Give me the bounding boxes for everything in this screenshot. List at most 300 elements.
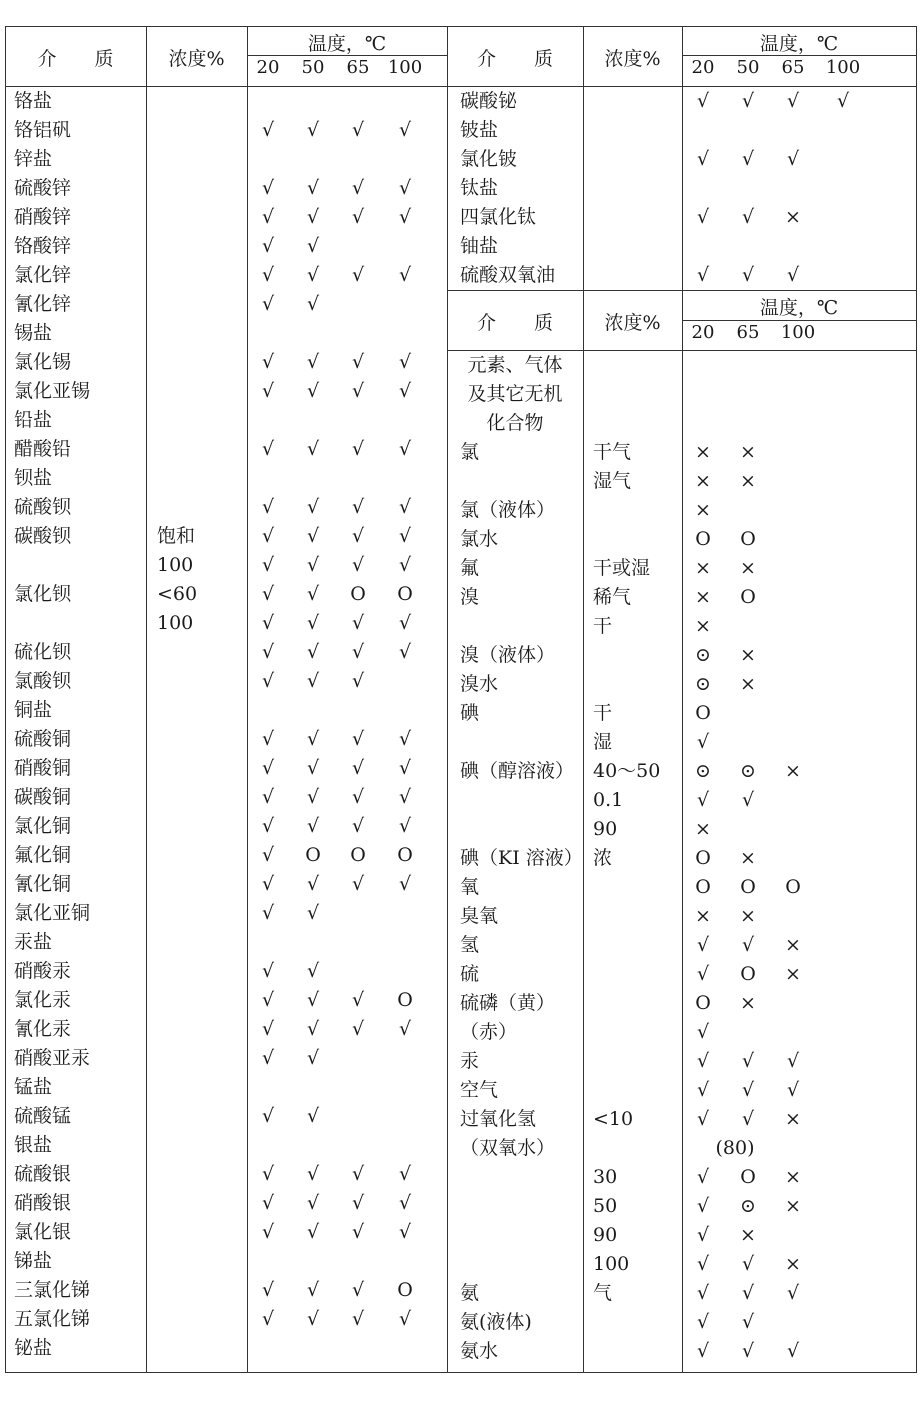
left-medium-6: 氯化锌 — [14, 264, 72, 286]
left-mark-16-3: √ — [398, 554, 412, 576]
left-medium-3: 硫酸锌 — [14, 177, 72, 199]
table-border-left — [5, 26, 6, 1373]
left-mark-14-0: √ — [261, 496, 275, 518]
rb-mark-17-1: × — [740, 847, 756, 869]
rb-mark-24-2: √ — [786, 1050, 800, 1072]
left-medium-31: 氯化汞 — [14, 989, 72, 1011]
left-conc-17: <60 — [157, 583, 198, 605]
rb-medium-1: 及其它无机 — [467, 383, 563, 405]
left-mark-42-1: √ — [306, 1308, 320, 1330]
left-mark-9-1: √ — [306, 351, 320, 373]
rb-mark-11-1: × — [740, 673, 756, 695]
left-mark-27-1: √ — [306, 873, 320, 895]
rb-medium-34: 氨水 — [460, 1340, 499, 1362]
rb-mark-28-1: O — [740, 1166, 756, 1188]
rb-mark-33-0: √ — [696, 1311, 710, 1333]
left-mark-19-1: √ — [306, 641, 320, 663]
left-medium-5: 铬酸锌 — [14, 235, 72, 257]
left-mark-7-1: √ — [306, 293, 320, 315]
rb-conc-12: 干 — [593, 702, 613, 724]
left-medium-1: 铬铝矾 — [14, 119, 72, 141]
left-mark-15-1: √ — [306, 525, 320, 547]
left-mark-18-3: √ — [398, 612, 412, 634]
left-mark-39-2: √ — [351, 1221, 365, 1243]
left-mark-32-0: √ — [261, 1018, 275, 1040]
rb-medium-20: 氢 — [460, 934, 480, 956]
divider-left-conc — [247, 26, 248, 1373]
rt-mark-2-2: √ — [786, 148, 800, 170]
left-mark-19-0: √ — [261, 641, 275, 663]
left-mark-10-1: √ — [306, 380, 320, 402]
rt-mark-2-0: √ — [696, 148, 710, 170]
rt-header-temp-0: 20 — [691, 57, 715, 78]
left-mark-19-2: √ — [351, 641, 365, 663]
rb-conc-13: 湿 — [593, 731, 613, 753]
left-mark-10-0: √ — [261, 380, 275, 402]
left-mark-25-3: √ — [398, 815, 412, 837]
rb-mark-22-1: × — [740, 992, 756, 1014]
left-mark-22-3: √ — [398, 728, 412, 750]
rb-mark-34-2: √ — [786, 1340, 800, 1362]
left-mark-38-1: √ — [306, 1192, 320, 1214]
left-mark-24-3: √ — [398, 786, 412, 808]
left-header-temp: 温度，℃ — [307, 33, 387, 55]
left-mark-14-2: √ — [351, 496, 365, 518]
rb-mark-30-1: × — [740, 1224, 756, 1246]
left-medium-32: 氰化汞 — [14, 1018, 72, 1040]
rt-header-temp: 温度，℃ — [759, 33, 839, 55]
rb-conc-14: 40～50 — [593, 760, 661, 782]
left-header-temp-2: 65 — [346, 57, 370, 78]
left-mark-19-3: √ — [398, 641, 412, 663]
rb-medium-24: 汞 — [460, 1050, 480, 1072]
left-mark-24-1: √ — [306, 786, 320, 808]
rb-mark-25-0: √ — [696, 1079, 710, 1101]
rb-mark-7-0: × — [695, 557, 711, 579]
left-mark-4-1: √ — [306, 206, 320, 228]
rb-conc-32: 气 — [593, 1282, 613, 1304]
left-medium-7: 氰化锌 — [14, 293, 72, 315]
rb-medium-12: 碘 — [460, 702, 480, 724]
rt-mark-4-2: × — [785, 206, 801, 228]
rb-mark-33-1: √ — [741, 1311, 755, 1333]
left-mark-7-0: √ — [261, 293, 275, 315]
left-mark-31-0: √ — [261, 989, 275, 1011]
rb-medium-23: （赤） — [460, 1021, 518, 1043]
rt-medium-1: 铍盐 — [460, 119, 499, 141]
left-medium-23: 硝酸铜 — [14, 757, 72, 779]
rt-header-temp-2: 65 — [781, 57, 805, 78]
rt-mark-2-1: √ — [741, 148, 755, 170]
rt-header-temp-3: 100 — [825, 57, 861, 78]
rt-medium-2: 氯化铍 — [460, 148, 518, 170]
left-mark-3-2: √ — [351, 177, 365, 199]
left-header-temp-3: 100 — [387, 57, 423, 78]
rb-mark-19-0: × — [695, 905, 711, 927]
left-medium-17: 氯化钡 — [14, 583, 72, 605]
left-mark-23-3: √ — [398, 757, 412, 779]
left-conc-18: 100 — [157, 612, 194, 634]
left-mark-20-1: √ — [306, 670, 320, 692]
rb-medium-6: 氯水 — [460, 528, 499, 550]
rb-mark-18-2: O — [785, 876, 801, 898]
left-mark-5-1: √ — [306, 235, 320, 257]
rt-medium-5: 铀盐 — [460, 235, 499, 257]
left-mark-42-2: √ — [351, 1308, 365, 1330]
left-medium-19: 硫化钡 — [14, 641, 72, 663]
left-medium-0: 铬盐 — [14, 90, 53, 112]
left-medium-26: 氟化铜 — [14, 844, 72, 866]
left-mark-1-3: √ — [398, 119, 412, 141]
left-mark-18-1: √ — [306, 612, 320, 634]
left-mark-15-0: √ — [261, 525, 275, 547]
rb-mark-3-0: × — [695, 441, 711, 463]
rb-mark-11-0: ⊙ — [695, 673, 711, 695]
left-medium-8: 锡盐 — [14, 322, 53, 344]
left-medium-37: 硫酸银 — [14, 1163, 72, 1185]
left-mark-1-2: √ — [351, 119, 365, 141]
rb-medium-14: 碘（醇溶液） — [460, 760, 575, 782]
left-mark-42-3: √ — [398, 1308, 412, 1330]
left-mark-27-3: √ — [398, 873, 412, 895]
rb-mark-19-1: × — [740, 905, 756, 927]
left-mark-42-0: √ — [261, 1308, 275, 1330]
rb-medium-10: 溴（液体） — [460, 644, 556, 666]
left-mark-10-2: √ — [351, 380, 365, 402]
rb-mark-9-0: × — [695, 615, 711, 637]
left-mark-22-2: √ — [351, 728, 365, 750]
rb-mark-21-2: × — [785, 963, 801, 985]
left-mark-26-2: O — [350, 844, 366, 866]
rb-mark-6-1: O — [740, 528, 756, 550]
left-mark-30-0: √ — [261, 960, 275, 982]
left-mark-33-1: √ — [306, 1047, 320, 1069]
left-mark-22-0: √ — [261, 728, 275, 750]
left-mark-27-2: √ — [351, 873, 365, 895]
rb-mark-32-0: √ — [696, 1282, 710, 1304]
left-header-temp-0: 20 — [256, 57, 280, 78]
left-mark-17-2: O — [350, 583, 366, 605]
rb-medium-32: 氨 — [460, 1282, 480, 1304]
left-mark-9-0: √ — [261, 351, 275, 373]
rb-mark-15-0: √ — [696, 789, 710, 811]
left-mark-38-0: √ — [261, 1192, 275, 1214]
left-mark-25-0: √ — [261, 815, 275, 837]
left-mark-16-2: √ — [351, 554, 365, 576]
left-medium-27: 氰化铜 — [14, 873, 72, 895]
rb-mark-34-0: √ — [696, 1340, 710, 1362]
rt-mark-6-0: √ — [696, 264, 710, 286]
left-mark-4-2: √ — [351, 206, 365, 228]
left-mark-20-0: √ — [261, 670, 275, 692]
rb-medium-33: 氨(液体) — [460, 1311, 532, 1333]
rb-mark-21-0: √ — [696, 963, 710, 985]
left-medium-24: 碳酸铜 — [14, 786, 72, 808]
rt-medium-6: 硫酸双氧油 — [460, 264, 556, 286]
left-mark-10-3: √ — [398, 380, 412, 402]
rb-conc-26: <10 — [593, 1108, 634, 1130]
rb-mark-18-0: O — [695, 876, 711, 898]
rb-header-temp: 温度，℃ — [759, 297, 839, 319]
rb-medium-21: 硫 — [460, 963, 480, 985]
rt-mark-0-2: √ — [786, 90, 800, 112]
left-medium-10: 氯化亚锡 — [14, 380, 91, 402]
left-medium-15: 碳酸钡 — [14, 525, 72, 547]
left-medium-42: 五氯化锑 — [14, 1308, 91, 1330]
left-medium-34: 锰盐 — [14, 1076, 53, 1098]
left-medium-11: 铅盐 — [14, 409, 53, 431]
rb-header-conc: 浓度% — [604, 312, 661, 334]
left-mark-12-1: √ — [306, 438, 320, 460]
rb-conc-9: 干 — [593, 615, 613, 637]
left-medium-25: 氯化铜 — [14, 815, 72, 837]
rt-mark-6-2: √ — [786, 264, 800, 286]
rb-mark-29-2: × — [785, 1195, 801, 1217]
rb-mark-25-2: √ — [786, 1079, 800, 1101]
left-mark-37-3: √ — [398, 1163, 412, 1185]
rb-header-medium: 介 质 — [476, 312, 553, 334]
left-mark-9-2: √ — [351, 351, 365, 373]
left-mark-26-0: √ — [261, 844, 275, 866]
left-medium-36: 银盐 — [14, 1134, 53, 1156]
rb-mark-8-0: × — [695, 586, 711, 608]
rb-medium-25: 空气 — [460, 1079, 499, 1101]
left-mark-35-0: √ — [261, 1105, 275, 1127]
left-header-bottom — [5, 86, 448, 87]
rb-conc-17: 浓 — [593, 847, 613, 869]
rb-mark-31-1: √ — [741, 1253, 755, 1275]
left-mark-14-1: √ — [306, 496, 320, 518]
rb-mark-15-1: √ — [741, 789, 755, 811]
left-mark-39-0: √ — [261, 1221, 275, 1243]
left-mark-23-2: √ — [351, 757, 365, 779]
divider-right-medium — [583, 26, 584, 1373]
rb-conc-30: 90 — [593, 1224, 618, 1246]
rb-header-temp-2: 100 — [780, 322, 816, 343]
left-mark-6-2: √ — [351, 264, 365, 286]
rt-mark-4-1: √ — [741, 206, 755, 228]
left-mark-1-0: √ — [261, 119, 275, 141]
rt-medium-3: 钛盐 — [460, 177, 499, 199]
rb-medium-3: 氯 — [460, 441, 480, 463]
table-border-top — [5, 26, 917, 27]
left-mark-18-2: √ — [351, 612, 365, 634]
left-mark-16-0: √ — [261, 554, 275, 576]
left-mark-12-0: √ — [261, 438, 275, 460]
left-medium-29: 汞盐 — [14, 931, 53, 953]
rb-mark-16-0: × — [695, 818, 711, 840]
left-medium-41: 三氯化锑 — [14, 1279, 91, 1301]
rt-mark-4-0: √ — [696, 206, 710, 228]
left-mark-27-0: √ — [261, 873, 275, 895]
left-mark-28-0: √ — [261, 902, 275, 924]
left-medium-38: 硝酸银 — [14, 1192, 72, 1214]
rt-header-medium: 介 质 — [476, 48, 553, 70]
rt-mark-0-3: √ — [836, 90, 850, 112]
left-mark-38-3: √ — [398, 1192, 412, 1214]
left-mark-26-1: O — [305, 844, 321, 866]
rb-conc-4: 湿气 — [593, 470, 632, 492]
left-mark-37-0: √ — [261, 1163, 275, 1185]
left-medium-20: 氯酸钡 — [14, 670, 72, 692]
left-medium-33: 硝酸亚汞 — [14, 1047, 91, 1069]
rt-header-temp-1: 50 — [736, 57, 760, 78]
left-mark-24-2: √ — [351, 786, 365, 808]
left-mark-22-1: √ — [306, 728, 320, 750]
rb-medium-17: 碘（KI 溶液） — [460, 847, 583, 869]
left-mark-1-1: √ — [306, 119, 320, 141]
left-medium-28: 氯化亚铜 — [14, 902, 91, 924]
right-bottom-temp-subheader-line — [682, 320, 917, 321]
rb-conc-3: 干气 — [593, 441, 632, 463]
left-mark-31-3: O — [397, 989, 413, 1011]
left-mark-23-0: √ — [261, 757, 275, 779]
rt-medium-4: 四氯化钛 — [460, 206, 537, 228]
left-mark-3-0: √ — [261, 177, 275, 199]
left-mark-37-1: √ — [306, 1163, 320, 1185]
left-mark-9-3: √ — [398, 351, 412, 373]
left-mark-32-2: √ — [351, 1018, 365, 1040]
rb-conc-28: 30 — [593, 1166, 618, 1188]
left-medium-39: 氯化银 — [14, 1221, 72, 1243]
left-medium-30: 硝酸汞 — [14, 960, 72, 982]
left-mark-26-3: O — [397, 844, 413, 866]
rb-mark-32-1: √ — [741, 1282, 755, 1304]
left-mark-4-0: √ — [261, 206, 275, 228]
left-medium-2: 锌盐 — [14, 148, 53, 170]
rb-conc-7: 干或湿 — [593, 557, 651, 579]
left-mark-4-3: √ — [398, 206, 412, 228]
rb-mark-3-1: × — [740, 441, 756, 463]
rb-mark-26-0: √ — [696, 1108, 710, 1130]
divider-left-medium — [146, 26, 147, 1373]
rb-mark-10-0: ⊙ — [695, 644, 711, 666]
left-header-medium: 介 质 — [37, 48, 114, 70]
left-mark-3-3: √ — [398, 177, 412, 199]
left-mark-6-0: √ — [261, 264, 275, 286]
rb-medium-5: 氯（液体） — [460, 499, 556, 521]
rb-mark-6-0: O — [695, 528, 711, 550]
left-medium-12: 醋酸铅 — [14, 438, 72, 460]
left-mark-35-1: √ — [306, 1105, 320, 1127]
left-mark-33-0: √ — [261, 1047, 275, 1069]
rb-conc-31: 100 — [593, 1253, 630, 1275]
left-mark-5-0: √ — [261, 235, 275, 257]
rb-header-temp-1: 65 — [736, 322, 760, 343]
rb-conc-15: 0.1 — [593, 789, 624, 811]
left-mark-12-2: √ — [351, 438, 365, 460]
rb-mark-14-0: ⊙ — [695, 760, 711, 782]
rb-medium-2: 化合物 — [486, 412, 544, 434]
left-medium-22: 硫酸铜 — [14, 728, 72, 750]
rb-header-temp-0: 20 — [691, 322, 715, 343]
left-mark-17-3: O — [397, 583, 413, 605]
left-mark-37-2: √ — [351, 1163, 365, 1185]
rb-mark-24-0: √ — [696, 1050, 710, 1072]
left-mark-14-3: √ — [398, 496, 412, 518]
rb-mark-12-0: O — [695, 702, 711, 724]
left-medium-43: 铋盐 — [14, 1337, 53, 1359]
rb-mark-5-0: × — [695, 499, 711, 521]
rb-mark-28-2: × — [785, 1166, 801, 1188]
left-mark-16-1: √ — [306, 554, 320, 576]
left-header-conc: 浓度% — [168, 48, 225, 70]
rb-mark-20-2: × — [785, 934, 801, 956]
rb-mark-14-2: × — [785, 760, 801, 782]
rb-mark-20-1: √ — [741, 934, 755, 956]
rb-medium-19: 臭氧 — [460, 905, 499, 927]
left-mark-31-1: √ — [306, 989, 320, 1011]
rt-medium-0: 碳酸铋 — [460, 90, 518, 112]
left-mark-17-0: √ — [261, 583, 275, 605]
rb-mark-4-0: × — [695, 470, 711, 492]
table-border-right — [916, 26, 917, 1373]
divider-middle — [447, 26, 448, 1373]
rb-mark-26-2: × — [785, 1108, 801, 1130]
rt-mark-0-1: √ — [741, 90, 755, 112]
left-mark-6-3: √ — [398, 264, 412, 286]
left-mark-39-1: √ — [306, 1221, 320, 1243]
rb-mark-17-0: O — [695, 847, 711, 869]
left-mark-6-1: √ — [306, 264, 320, 286]
left-medium-4: 硝酸锌 — [14, 206, 72, 228]
rb-mark-28-0: √ — [696, 1166, 710, 1188]
divider-right-conc — [682, 26, 683, 1373]
rb-mark-7-1: × — [740, 557, 756, 579]
rb-medium-8: 溴 — [460, 586, 480, 608]
left-medium-40: 锑盐 — [14, 1250, 53, 1272]
rt-mark-0-0: √ — [696, 90, 710, 112]
rb-mark-30-0: √ — [696, 1224, 710, 1246]
right-bottom-header-top — [447, 290, 917, 291]
left-header-temp-1: 50 — [301, 57, 325, 78]
rb-medium-7: 氟 — [460, 557, 480, 579]
rb-conc-8: 稀气 — [593, 586, 632, 608]
rb-conc-29: 50 — [593, 1195, 618, 1217]
left-mark-17-1: √ — [306, 583, 320, 605]
rb-mark-21-1: O — [740, 963, 756, 985]
rb-mark-14-1: ⊙ — [740, 760, 756, 782]
left-conc-16: 100 — [157, 554, 194, 576]
rb-mark-22-0: O — [695, 992, 711, 1014]
left-mark-32-3: √ — [398, 1018, 412, 1040]
left-medium-14: 硫酸钡 — [14, 496, 72, 518]
left-mark-3-1: √ — [306, 177, 320, 199]
rb-mark-8-1: O — [740, 586, 756, 608]
left-mark-38-2: √ — [351, 1192, 365, 1214]
left-mark-25-2: √ — [351, 815, 365, 837]
left-conc-15: 饱和 — [157, 525, 196, 547]
left-mark-12-3: √ — [398, 438, 412, 460]
left-mark-28-1: √ — [306, 902, 320, 924]
rb-mark-31-2: × — [785, 1253, 801, 1275]
left-medium-9: 氯化锡 — [14, 351, 72, 373]
left-mark-30-1: √ — [306, 960, 320, 982]
left-medium-21: 铜盐 — [14, 699, 53, 721]
table-border-bottom — [5, 1372, 917, 1373]
rb-medium-27: （双氧水） — [460, 1137, 556, 1159]
rb-medium-0: 元素、气体 — [467, 354, 563, 376]
left-mark-41-0: √ — [261, 1279, 275, 1301]
left-mark-24-0: √ — [261, 786, 275, 808]
left-mark-15-2: √ — [351, 525, 365, 547]
left-mark-41-2: √ — [351, 1279, 365, 1301]
rt-header-conc: 浓度% — [604, 48, 661, 70]
rt-mark-6-1: √ — [741, 264, 755, 286]
left-mark-18-0: √ — [261, 612, 275, 634]
rb-mark-27-0: (80) — [715, 1137, 755, 1159]
left-mark-41-1: √ — [306, 1279, 320, 1301]
